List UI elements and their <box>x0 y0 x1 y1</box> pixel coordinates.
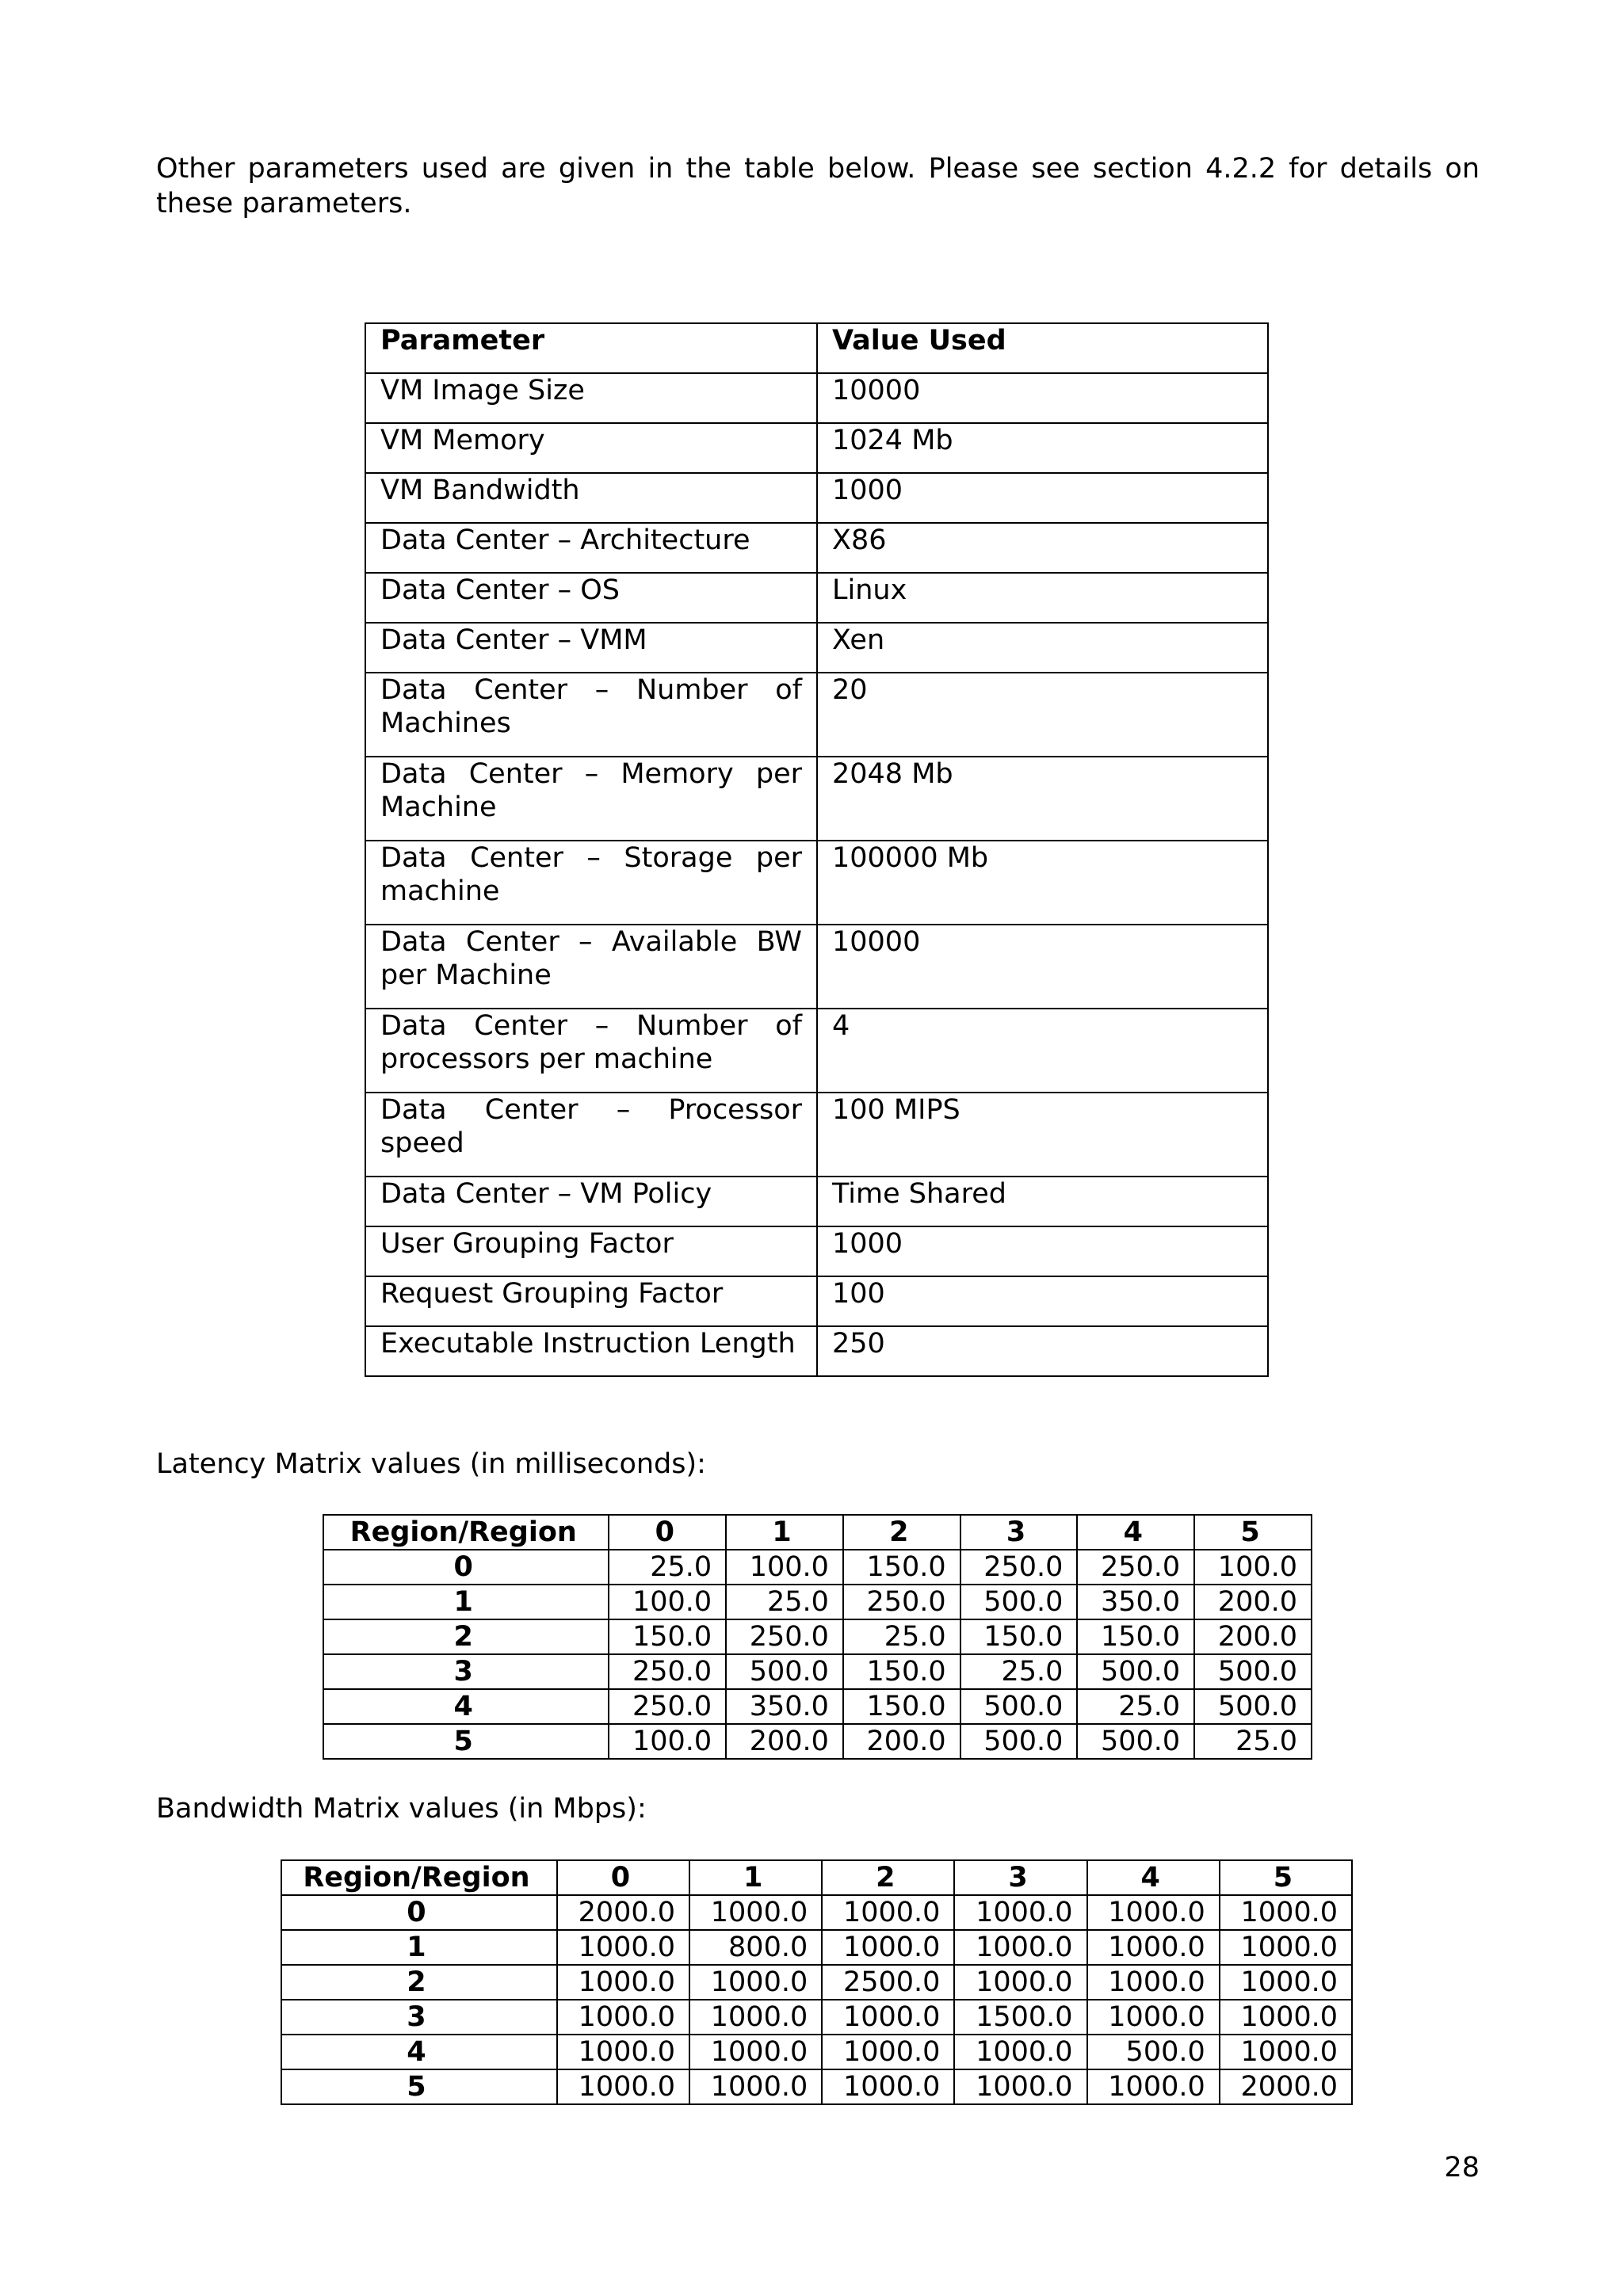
cell: 1000.0 <box>1087 2000 1220 2035</box>
cell: 1000.0 <box>689 2035 822 2069</box>
parameter-value: 1000 <box>817 1226 1268 1276</box>
latency-matrix-table <box>323 1514 1312 1760</box>
parameter-name: Data Center – OS <box>365 573 817 623</box>
cell: 1000.0 <box>689 2000 822 2035</box>
row-header: 3 <box>281 2000 557 2035</box>
intro-paragraph: Other parameters used are given in the table below. Please see section 4.2.2 for details on these parameters. <box>156 153 1480 219</box>
row-header: 1 <box>281 1930 557 1965</box>
row-header: 5 <box>281 2069 557 2104</box>
column-header: 4 <box>1087 1860 1220 1895</box>
table-header-row <box>365 323 1268 373</box>
parameter-value: 100 MIPS <box>817 1093 1268 1177</box>
cell: 500.0 <box>1077 1724 1194 1759</box>
parameter-name: Data Center – VMM <box>365 623 817 673</box>
cell: 250.0 <box>609 1689 726 1724</box>
table-row <box>365 925 1268 1009</box>
parameter-value: 2048 Mb <box>817 757 1268 841</box>
cell: 25.0 <box>1194 1724 1312 1759</box>
cell: 1000.0 <box>822 2069 954 2104</box>
column-header: 1 <box>689 1860 822 1895</box>
cell: 1000.0 <box>954 2069 1086 2104</box>
cell: 200.0 <box>726 1724 843 1759</box>
cell: 500.0 <box>960 1689 1078 1724</box>
cell: 100.0 <box>609 1585 726 1619</box>
parameter-value: 20 <box>817 673 1268 757</box>
cell: 1000.0 <box>954 1965 1086 2000</box>
cell: 500.0 <box>1194 1654 1312 1689</box>
cell: 1000.0 <box>1087 2069 1220 2104</box>
cell: 1000.0 <box>557 2035 689 2069</box>
cell: 1000.0 <box>1220 1965 1352 2000</box>
table-row <box>365 1326 1268 1376</box>
row-header: 4 <box>281 2035 557 2069</box>
table-row <box>323 1654 1312 1689</box>
cell: 200.0 <box>1194 1585 1312 1619</box>
table-row <box>365 1276 1268 1326</box>
column-header: Region/Region <box>281 1860 557 1895</box>
parameter-name: Executable Instruction Length <box>365 1326 817 1376</box>
table-row <box>365 523 1268 573</box>
table-row <box>365 757 1268 841</box>
cell: 25.0 <box>960 1654 1078 1689</box>
cell: 1500.0 <box>954 2000 1086 2035</box>
cell: 1000.0 <box>1220 2035 1352 2069</box>
row-header: 2 <box>323 1619 609 1654</box>
cell: 250.0 <box>960 1550 1078 1585</box>
table-row <box>323 1585 1312 1619</box>
parameter-value: X86 <box>817 523 1268 573</box>
cell: 2500.0 <box>822 1965 954 2000</box>
cell: 350.0 <box>726 1689 843 1724</box>
cell: 1000.0 <box>1220 2000 1352 2035</box>
parameter-value: 10000 <box>817 373 1268 423</box>
column-header: Region/Region <box>323 1515 609 1550</box>
table-row <box>365 1226 1268 1276</box>
cell: 1000.0 <box>1220 1895 1352 1930</box>
column-header: 4 <box>1077 1515 1194 1550</box>
cell: 500.0 <box>1077 1654 1194 1689</box>
column-header: 0 <box>609 1515 726 1550</box>
cell: 800.0 <box>689 1930 822 1965</box>
parameter-name: Data Center – Processor speed <box>365 1093 817 1177</box>
column-header: 3 <box>954 1860 1086 1895</box>
cell: 1000.0 <box>954 1930 1086 1965</box>
parameter-name: Data Center – Number of Machines <box>365 673 817 757</box>
parameter-value: 100000 Mb <box>817 841 1268 925</box>
cell: 1000.0 <box>822 2000 954 2035</box>
cell: 1000.0 <box>1087 1895 1220 1930</box>
row-header: 2 <box>281 1965 557 2000</box>
cell: 150.0 <box>843 1550 960 1585</box>
column-header: 3 <box>960 1515 1078 1550</box>
cell: 100.0 <box>609 1724 726 1759</box>
cell: 250.0 <box>1077 1550 1194 1585</box>
column-header: 1 <box>726 1515 843 1550</box>
row-header: 1 <box>323 1585 609 1619</box>
table-row <box>365 673 1268 757</box>
cell: 1000.0 <box>1220 1930 1352 1965</box>
table-row <box>365 1009 1268 1093</box>
cell: 350.0 <box>1077 1585 1194 1619</box>
table-row <box>281 2000 1352 2035</box>
parameter-name: Request Grouping Factor <box>365 1276 817 1326</box>
cell: 25.0 <box>843 1619 960 1654</box>
cell: 200.0 <box>1194 1619 1312 1654</box>
bandwidth-caption: Bandwidth Matrix values (in Mbps): <box>156 1793 647 1825</box>
parameter-value: Xen <box>817 623 1268 673</box>
latency-caption: Latency Matrix values (in milliseconds): <box>156 1448 706 1480</box>
column-header: 5 <box>1194 1515 1312 1550</box>
cell: 1000.0 <box>557 1930 689 1965</box>
parameter-name: VM Image Size <box>365 373 817 423</box>
table-row <box>281 2069 1352 2104</box>
column-header: Value Used <box>817 323 1268 373</box>
cell: 2000.0 <box>1220 2069 1352 2104</box>
cell: 1000.0 <box>557 2000 689 2035</box>
parameter-name: User Grouping Factor <box>365 1226 817 1276</box>
cell: 1000.0 <box>822 1895 954 1930</box>
row-header: 3 <box>323 1654 609 1689</box>
column-header: Parameter <box>365 323 817 373</box>
cell: 100.0 <box>726 1550 843 1585</box>
cell: 250.0 <box>726 1619 843 1654</box>
cell: 150.0 <box>960 1619 1078 1654</box>
cell: 1000.0 <box>1087 1965 1220 2000</box>
cell: 150.0 <box>843 1654 960 1689</box>
parameter-name: VM Bandwidth <box>365 473 817 523</box>
cell: 500.0 <box>726 1654 843 1689</box>
table-row <box>365 1093 1268 1177</box>
cell: 1000.0 <box>689 2069 822 2104</box>
cell: 150.0 <box>843 1689 960 1724</box>
table-row <box>323 1550 1312 1585</box>
bandwidth-matrix-table <box>281 1859 1353 2105</box>
parameter-table <box>365 322 1269 1377</box>
parameter-value: 1000 <box>817 473 1268 523</box>
table-row <box>365 623 1268 673</box>
table-header-row <box>281 1860 1352 1895</box>
table-row <box>365 373 1268 423</box>
parameter-name: Data Center – Storage per machine <box>365 841 817 925</box>
row-header: 4 <box>323 1689 609 1724</box>
row-header: 0 <box>323 1550 609 1585</box>
table-row <box>281 1965 1352 2000</box>
column-header: 2 <box>822 1860 954 1895</box>
table-row <box>281 1930 1352 1965</box>
parameter-value: 4 <box>817 1009 1268 1093</box>
parameter-name: Data Center – Architecture <box>365 523 817 573</box>
cell: 1000.0 <box>689 1965 822 2000</box>
cell: 1000.0 <box>557 2069 689 2104</box>
cell: 1000.0 <box>689 1895 822 1930</box>
column-header: 5 <box>1220 1860 1352 1895</box>
cell: 250.0 <box>843 1585 960 1619</box>
parameter-value: 100 <box>817 1276 1268 1326</box>
cell: 500.0 <box>960 1724 1078 1759</box>
parameter-value: Time Shared <box>817 1177 1268 1226</box>
cell: 1000.0 <box>954 1895 1086 1930</box>
parameter-name: VM Memory <box>365 423 817 473</box>
table-row <box>281 2035 1352 2069</box>
parameter-value: Linux <box>817 573 1268 623</box>
cell: 150.0 <box>609 1619 726 1654</box>
cell: 25.0 <box>1077 1689 1194 1724</box>
table-row <box>365 1177 1268 1226</box>
parameter-value: 1024 Mb <box>817 423 1268 473</box>
parameter-name: Data Center – Number of processors per machine <box>365 1009 817 1093</box>
column-header: 2 <box>843 1515 960 1550</box>
table-row <box>323 1619 1312 1654</box>
cell: 500.0 <box>1194 1689 1312 1724</box>
table-row <box>365 841 1268 925</box>
cell: 200.0 <box>843 1724 960 1759</box>
table-row <box>365 573 1268 623</box>
parameter-name: Data Center – Available BW per Machine <box>365 925 817 1009</box>
cell: 100.0 <box>1194 1550 1312 1585</box>
cell: 1000.0 <box>822 2035 954 2069</box>
parameter-name: Data Center – Memory per Machine <box>365 757 817 841</box>
cell: 500.0 <box>1087 2035 1220 2069</box>
cell: 25.0 <box>726 1585 843 1619</box>
table-row <box>281 1895 1352 1930</box>
cell: 25.0 <box>609 1550 726 1585</box>
table-row <box>365 473 1268 523</box>
parameter-value: 10000 <box>817 925 1268 1009</box>
table-header-row <box>323 1515 1312 1550</box>
cell: 2000.0 <box>557 1895 689 1930</box>
table-row <box>323 1724 1312 1759</box>
cell: 1000.0 <box>1087 1930 1220 1965</box>
table-row <box>365 423 1268 473</box>
cell: 250.0 <box>609 1654 726 1689</box>
cell: 1000.0 <box>954 2035 1086 2069</box>
page-number: 28 <box>1444 2152 1480 2183</box>
parameter-name: Data Center – VM Policy <box>365 1177 817 1226</box>
column-header: 0 <box>557 1860 689 1895</box>
table-row <box>323 1689 1312 1724</box>
cell: 1000.0 <box>557 1965 689 2000</box>
row-header: 0 <box>281 1895 557 1930</box>
row-header: 5 <box>323 1724 609 1759</box>
cell: 150.0 <box>1077 1619 1194 1654</box>
parameter-value: 250 <box>817 1326 1268 1376</box>
cell: 500.0 <box>960 1585 1078 1619</box>
cell: 1000.0 <box>822 1930 954 1965</box>
